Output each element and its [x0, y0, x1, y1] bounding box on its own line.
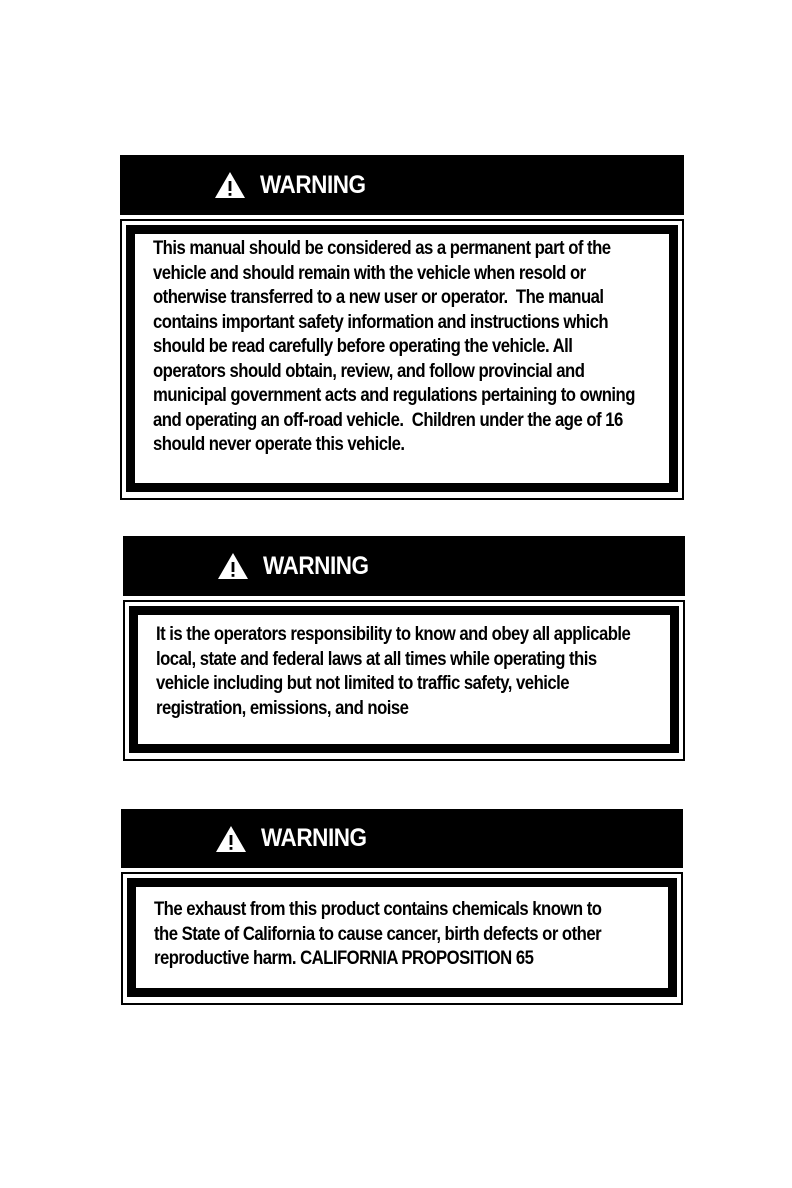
warning-triangle-icon	[217, 552, 249, 580]
warning-body	[126, 225, 678, 492]
warning-header-content	[215, 819, 378, 859]
warning-title: WARNING	[260, 170, 366, 199]
warning-title: WARNING	[263, 551, 369, 580]
warning-title: WARNING	[261, 824, 367, 852]
warning-frame	[120, 219, 684, 500]
warning-box-manual	[120, 155, 684, 500]
warning-box-laws	[123, 536, 685, 761]
warning-body	[129, 606, 679, 753]
warning-header-content	[214, 165, 377, 205]
warning-text: The exhaust from this product contains chemicals known to the State of California to cause cancer, birth defects or other reproductive harm. CALIFORNIA PROPOSITION 65	[154, 899, 602, 969]
warning-header	[123, 536, 685, 596]
warning-header	[120, 155, 684, 215]
warning-text: It is the operators responsibility to know and obey all applicable local, state and federal laws at all times while operating this vehicle including but not limited to traffic safety, vehicle registration, emissions, and noise	[156, 624, 631, 719]
warning-frame	[123, 600, 685, 761]
warning-text: This manual should be considered as a permanent part of the vehicle and should remain with the vehicle when resold or otherwise transferred to a new user or operator. The manual contains important safety information and instructions which should be read carefully before operating the vehicle. All operators should obtain, review, and follow provincial and municipal government acts and regulations pertaining to owning and operating an off-road vehicle. Children under the age of 16 should never operate this vehicle.	[153, 238, 635, 455]
warning-triangle-icon	[215, 825, 247, 853]
warning-frame	[121, 872, 683, 1005]
warning-body	[127, 878, 677, 997]
warning-triangle-icon	[214, 171, 246, 199]
warning-header-content	[217, 546, 380, 586]
warning-box-prop65	[121, 809, 683, 1005]
warning-header	[121, 809, 683, 868]
